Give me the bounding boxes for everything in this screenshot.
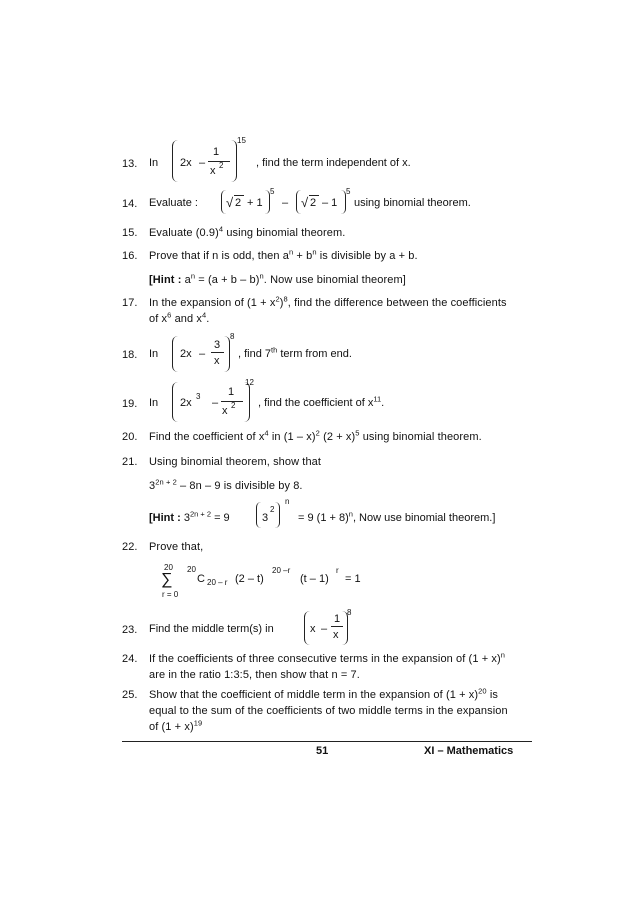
- problem-number: 13.: [122, 158, 138, 170]
- problem-16: 16. Prove that if n is odd, then $a^n + b^n$ is divisible by a + b.: [122, 247, 418, 262]
- power: 12: [245, 378, 254, 387]
- expr-term: 2x: [180, 157, 192, 169]
- expr-op: –: [282, 197, 289, 209]
- problem-number: 23.: [122, 624, 138, 636]
- left-paren: [172, 140, 178, 182]
- expr-term: 3: [262, 512, 269, 524]
- radicand: 2: [310, 197, 317, 209]
- problem-number: 19.: [122, 398, 138, 410]
- expr-op: –: [199, 157, 206, 169]
- expr-op: –: [212, 397, 219, 409]
- frac-numerator: 1: [213, 146, 220, 158]
- power: 5: [270, 187, 275, 196]
- expr-op: –: [199, 348, 206, 360]
- problem-text: , find the coefficient of $x^{11}$.: [258, 394, 385, 409]
- factor: (2 – t): [235, 573, 264, 585]
- frac-numerator: 1: [334, 613, 341, 625]
- left-paren: [172, 382, 178, 422]
- problem-number: 14.: [122, 198, 138, 210]
- problem-text: using binomial theorem.: [354, 197, 471, 209]
- problem-text: In: [149, 348, 159, 360]
- problem-20: 20. Find the coefficient of $x^4$ in (1 – x)$^2$ $(2 + x)^5$ using binomial theorem.: [122, 428, 482, 443]
- problem-17: 17. In the expansion of $(1 + x^2)^8$, find the difference between the coefficients of $x^6$ and $x^4$.: [122, 294, 507, 325]
- problem-text: , find 7th term from end.: [238, 345, 352, 360]
- binomial-subscript: 20 – r: [207, 578, 228, 587]
- problem-text: Evaluate :: [149, 197, 198, 209]
- problem-text: , find the term independent of x.: [256, 157, 411, 169]
- power: n: [285, 497, 290, 506]
- right-paren: [224, 336, 230, 372]
- expr-term: 2x: [180, 397, 192, 409]
- problem-15: 15. Evaluate $(0.9)^4$ using binomial theorem.: [122, 224, 346, 239]
- right-paren: [244, 382, 250, 422]
- frac-denominator: x: [210, 165, 216, 177]
- factor-exponent: r: [336, 566, 339, 575]
- footer-rule: [122, 741, 532, 742]
- sqrt-bar: [234, 195, 244, 196]
- expr-op: –: [321, 623, 328, 635]
- problem-number: 17.: [122, 297, 138, 309]
- problem-number: 18.: [122, 349, 138, 361]
- power: 15: [237, 136, 246, 145]
- problem-21: 21. Using binomial theorem, show that: [122, 456, 322, 468]
- sqrt-sign: √: [226, 195, 234, 210]
- sigma-icon: ∑: [161, 571, 173, 588]
- problem-text: In: [149, 397, 159, 409]
- problem-number: 24.: [122, 653, 138, 665]
- problem-text: Find the middle term(s) in: [149, 623, 274, 635]
- problem-number: 15.: [122, 227, 138, 239]
- binomial-c: C: [197, 573, 205, 585]
- binomial-superscript: 20: [187, 565, 196, 574]
- expr-term: 2x: [180, 348, 192, 360]
- frac-bar: [211, 352, 224, 353]
- problem-number: 21.: [122, 456, 138, 468]
- problem-text: Evaluate (0.9): [149, 227, 219, 239]
- page-number: 51: [316, 745, 329, 757]
- expr-term: + 1: [247, 197, 263, 209]
- sqrt-sign: √: [301, 195, 309, 210]
- frac-denominator-exponent: 2: [231, 401, 236, 410]
- factor: (t – 1): [300, 573, 329, 585]
- right-paren: [231, 140, 237, 182]
- frac-denominator: x: [222, 405, 228, 417]
- problem-text: Prove that if n is odd, then a: [149, 250, 289, 262]
- power: 8: [347, 608, 352, 617]
- power: 5: [346, 187, 351, 196]
- problem-24: 24. If the coefficients of three consecutive terms in the expansion of $(1 + x)^n$ are in the ratio 1:3:5, then show that n = 7.: [122, 650, 506, 681]
- radicand: 2: [235, 197, 242, 209]
- hint-16: [Hint : $a^n = (a + b - b)^n$. Now use binomial theorem]: [149, 271, 406, 286]
- problem-22: 22. Prove that,: [122, 541, 204, 553]
- problem-21-statement: $3^{2n + 2} - 8n - 9$ is divisible by 8.: [149, 477, 303, 492]
- problem-25: 25. Show that the coefficient of middle term in the expansion of $(1 + x)^{20}$ is equal to the sum of the coefficients of two middle terms in the expansion of $(1 + x)^{19}$: [122, 686, 508, 733]
- frac-numerator: 3: [214, 339, 221, 351]
- equals-result: = 1: [345, 573, 361, 585]
- factor-exponent: 20 –r: [272, 566, 291, 575]
- sqrt-bar: [309, 195, 319, 196]
- power: 8: [230, 332, 235, 341]
- frac-denominator: x: [333, 629, 339, 641]
- footer-title: XI – Mathematics: [424, 745, 514, 757]
- expr-exponent: 2: [270, 505, 275, 514]
- left-paren: [172, 336, 178, 372]
- frac-numerator: 1: [228, 386, 235, 398]
- expr-exponent: 3: [196, 392, 201, 401]
- sum-upper-limit: 20: [164, 563, 173, 572]
- problem-number: 25.: [122, 689, 138, 701]
- frac-denominator: x: [214, 355, 220, 367]
- left-paren: [256, 502, 261, 528]
- frac-denominator-exponent: 2: [219, 161, 224, 170]
- problem-number: 16.: [122, 250, 138, 262]
- problem-text: In: [149, 157, 159, 169]
- problem-number: 20.: [122, 431, 138, 443]
- problem-number: 22.: [122, 541, 138, 553]
- expr-term: – 1: [322, 197, 338, 209]
- sum-lower-limit: r = 0: [162, 590, 179, 599]
- expr-term: x: [310, 623, 316, 635]
- right-paren: [275, 502, 280, 528]
